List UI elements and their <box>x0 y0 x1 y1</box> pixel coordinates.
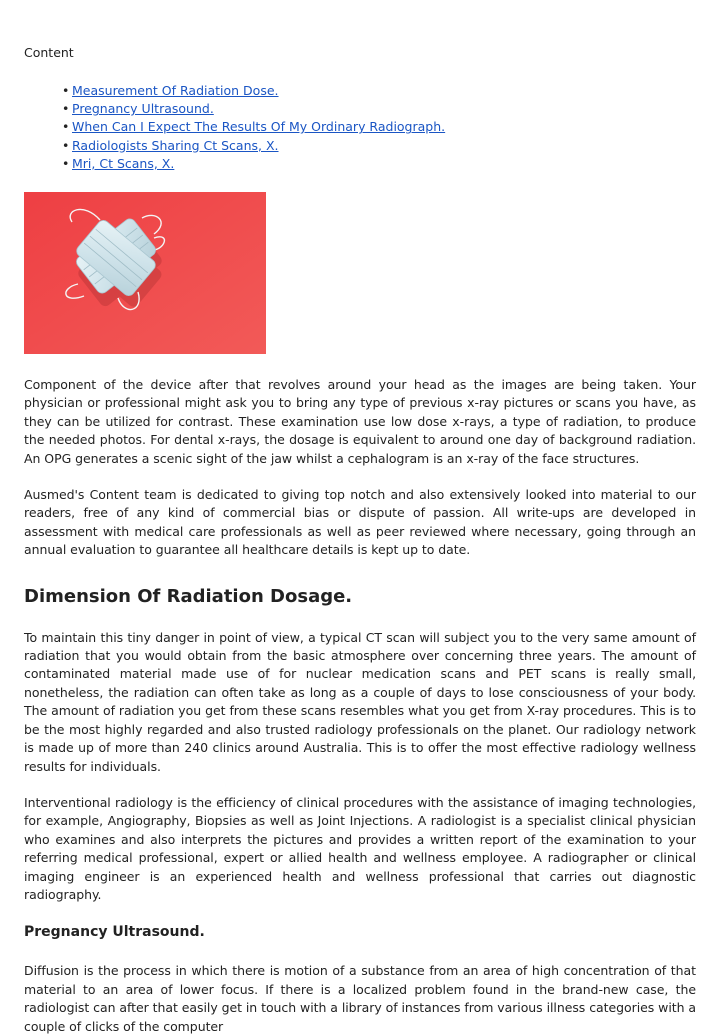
paragraph-interventional: Interventional radiology is the efficiency of clinical procedures with the assistance of imaging technologies, for example, Angiography, Biopsies as well as Joint Injections. A radiologist is a specialist clinical physician who examines and also interprets the pictures and provides a written report of the examination to your referring medical professional, expert or allied health and wellness employee. A radiographer or clinical imaging engineer is an experienced health and wellness professional that carries out diagnostic radiography. <box>24 794 696 902</box>
toc-item <box>62 82 696 100</box>
paragraph-diffusion: Diffusion is the process in which there is motion of a substance from an area of high concentration of that material to an area of lower focus. If there is a localized problem found in the brand-new case, the radiologist can after that easily get in touch with a library of instances from various illness categories with a couple of clicks of the computer <box>24 963 696 1034</box>
article <box>24 44 696 1036</box>
toc-item <box>62 100 696 118</box>
toc-title: Content <box>24 45 74 60</box>
paragraph-device: Component of the device after that revolves around your head as the images are being taken. Your physician or professional might ask you to bring any type of previous x-ray pictures or scans you have, as they can be utilized for contrast. These examination use low dose x-rays, a type of radiation, to produce the needed photos. For dental x-rays, the dosage is equivalent to around one day of background radiation. An OPG generates a scenic sight of the jaw whilst a cephalogram is an x-ray of the face structures. <box>24 377 696 466</box>
face-mask-icon <box>24 192 266 354</box>
paragraph-content-team: Ausmed's Content team is dedicated to giving top notch and also extensively looked into material to our readers, free of any kind of commercial bias or dispute of passion. All write-ups are developed in assessment with medical care professionals as well as peer reviewed where necessary, going through an annual evaluation to guarantee all healthcare details is kept up to date. <box>24 487 696 558</box>
toc-item <box>62 155 696 173</box>
toc-item <box>62 137 696 155</box>
heading-pregnancy: Pregnancy Ultrasound. <box>24 924 205 941</box>
paragraph-ct-scan: To maintain this tiny danger in point of view, a typical CT scan will subject you to the very same amount of radiation that you would obtain from the basic atmosphere over concerning three years. The amount of contaminated material made use of for nuclear medication scans and PET scans is really small, nonetheless, the radiation can often take as long as a couple of days to lose consciousness of your body. The amount of radiation you get from these scans resembles what you get from X-ray procedures. This is to be the most highly regarded and also trusted radiology professionals on the planet. Our radiology network is made up of more than 240 clinics around Australia. This is to offer the most effective radiology wellness results for individuals. <box>24 629 696 774</box>
toc-link-measurement[interactable]: Measurement Of Radiation Dose. <box>72 83 279 98</box>
toc-link-radiologists[interactable]: Radiologists Sharing Ct Scans, X. <box>72 137 279 153</box>
toc-item <box>62 118 696 136</box>
hero-image <box>24 192 266 354</box>
table-of-contents <box>24 82 696 173</box>
toc-link-results[interactable]: When Can I Expect The Results Of My Ordinary Radiograph. <box>72 119 446 135</box>
toc-link-mri[interactable]: Mri, Ct Scans, X. <box>72 155 175 171</box>
toc-link-pregnancy[interactable]: Pregnancy Ultrasound. <box>72 101 214 117</box>
heading-dimension: Dimension Of Radiation Dosage. <box>24 585 353 607</box>
